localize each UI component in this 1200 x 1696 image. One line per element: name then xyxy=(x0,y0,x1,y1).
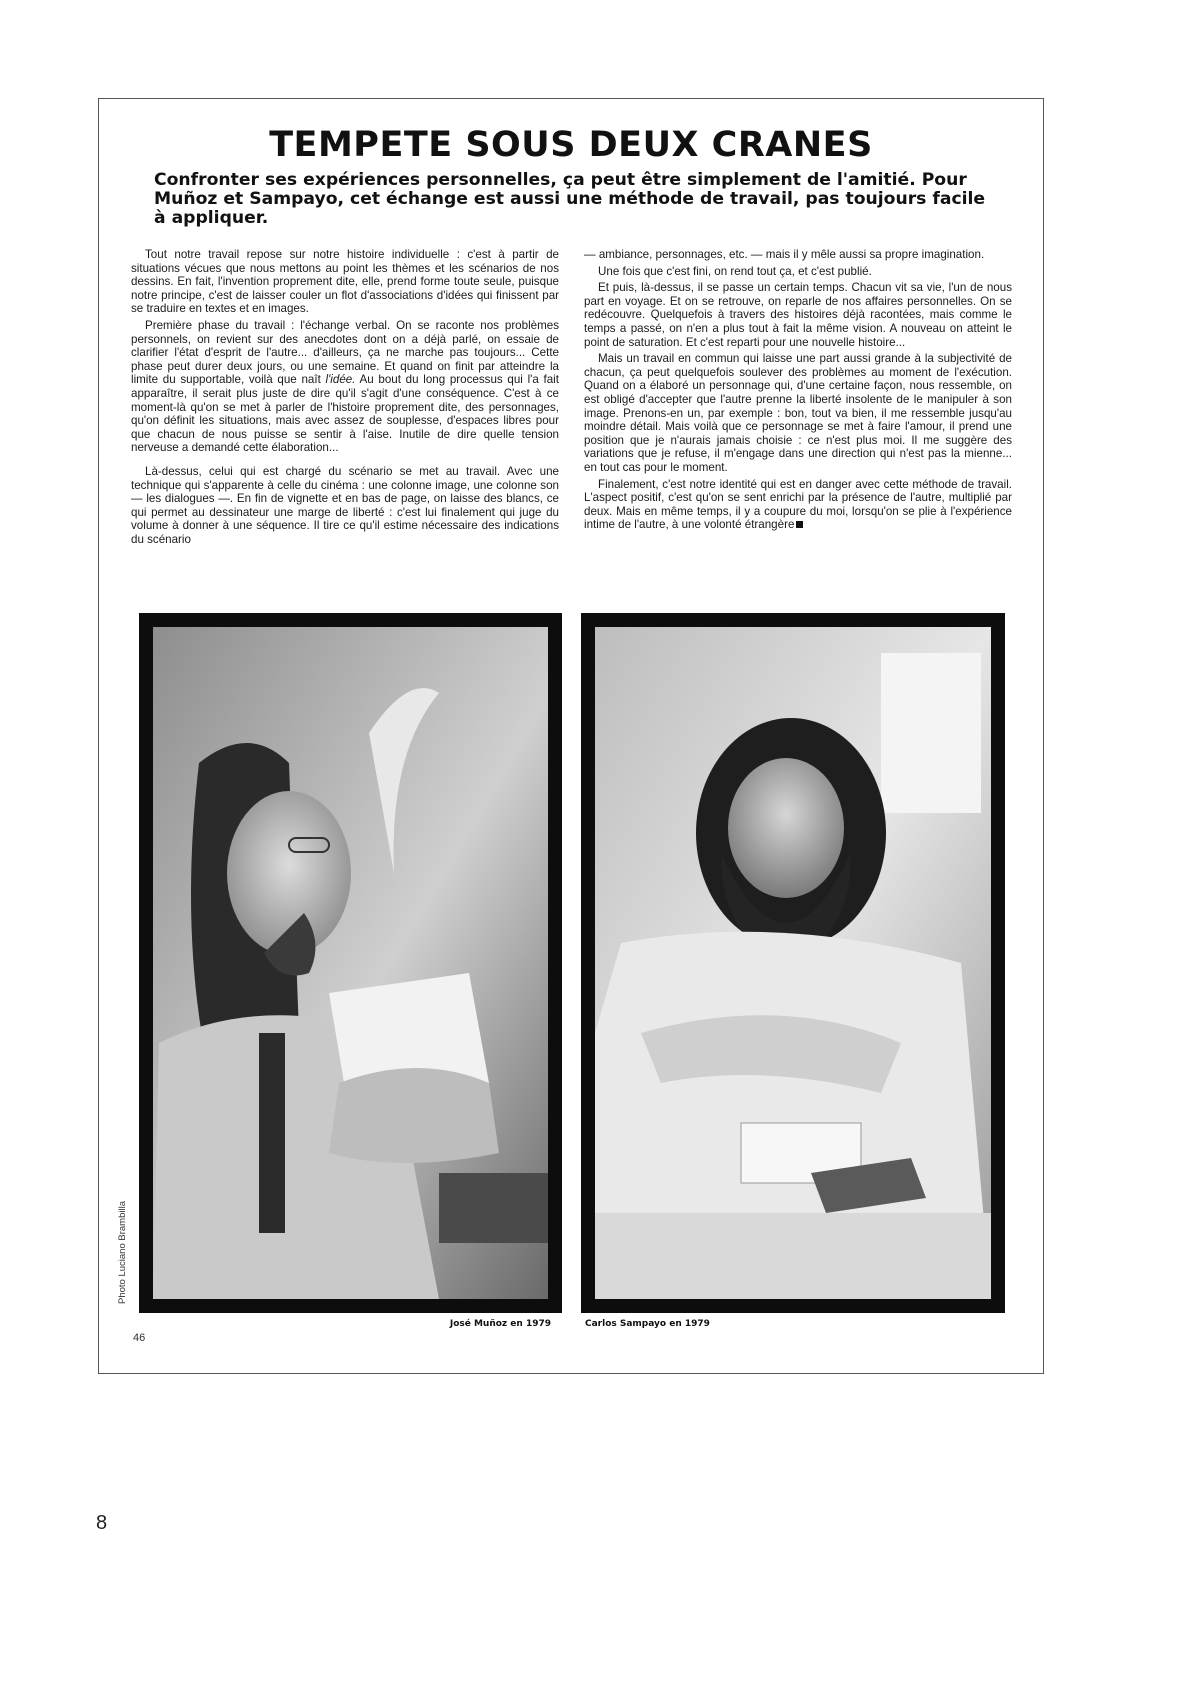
paragraph-text: Finalement, c'est notre identité qui est en danger avec cette méthode de travail. L'aspect positif, c'est qu'on se sent enrichi par la présence de l'autre, multiplié par deux. Mais en même temps, il y a coupure du moi, lorsqu'on se plie à l'expérience intime de l'autre, à une volonté étrangère xyxy=(584,477,1012,532)
paragraph-text: Première phase du travail : l'échange verbal. On se raconte nos problèmes personnels, on revient sur des anecdotes dont on a déjà parlé, on essaie de clarifier l'état d'esprit de l'autre... d'ailleurs, ça ne marche pas toujours... Cette phase peut durer deux jours, ou une semaine. Et quand on finit par atteindre la limite du supportable, voilà que naît xyxy=(131,318,559,387)
page-number: 8 xyxy=(96,1512,108,1534)
photo-caption-left: José Muñoz en 1979 xyxy=(449,1319,551,1329)
inner-page-number: 46 xyxy=(133,1332,146,1344)
paragraph: Une fois que c'est fini, on rend tout ça, et c'est publié. xyxy=(598,264,872,278)
emphasis-text: l'idée. xyxy=(325,373,356,387)
text-column-left xyxy=(131,248,559,549)
paragraph: Et puis, là-dessus, il se passe un certain temps. Chacun vit sa vie, l'un de nous part en voyage. Et on se retrouve, on reparle de nos affaires personnelles. On se redécouvre. Quelquefois à travers des histoires déjà racontées, mais comme le temps a passé, on n'en a plus tout à fait la même vision. A nouveau on atteint le point de saturation. Et c'est reparti pour une nouvelle histoire... xyxy=(584,281,1012,349)
photo-jose-munoz xyxy=(139,613,562,1313)
article-subtitle: Confronter ses expériences personnelles, ça peut être simplement de l'amitié. Pour Muñoz et Sampayo, cet échange est aussi une méthode de travail, pas toujours facile à appliquer. xyxy=(154,170,986,228)
article-title: TEMPETE SOUS DEUX CRANES xyxy=(269,125,873,165)
photo-carlos-sampayo xyxy=(581,613,1005,1313)
photo-credit: Photo Luciano Brambilla xyxy=(117,1201,128,1304)
paragraph: Mais un travail en commun qui laisse une part aussi grande à la subjectivité de chacun, ça peut quelquefois soulever des problèmes au moment de l'exécution. Quand on a élaboré un personnage qui, d'une certaine façon, nous ressemble, on est obligé d'accepter que l'autre prenne la liberté insolente de le manipuler à son image. Prenons-en un, par exemple : bon, tout va bien, il me ressemble jusqu'au moindre détail. Mais voilà que ce personnage se met à faire l'amour, il prend une position que je n'aurais jamais choisie : ce n'est plus moi. Il me suggère des variations que je refuse, il m'engage dans une direction qui n'est pas la mienne... en tout cas pour le moment. xyxy=(584,352,1012,474)
photo-caption-right: Carlos Sampayo en 1979 xyxy=(585,1319,710,1329)
text-column-right xyxy=(584,248,1012,535)
end-mark-icon xyxy=(796,521,803,528)
paragraph-text: Au bout du long processus qui l'a fait apparaître, il serait plus juste de dire qu'il s'agit d'une conséquence. C'est à ce moment-là qu'on se met à parler de l'histoire proprement dite, des personnages, qu'on définit les situations, mais avec assez de souplesse, d'espaces libres pour que chacun de nous puisse se sentir à l'aise. Inutile de dire quelle tension nerveuse a demandé cette élaboration... xyxy=(131,373,559,455)
paragraph xyxy=(131,319,559,455)
paragraph: Là-dessus, celui qui est chargé du scénario se met au travail. Avec une technique qui s'apparente à celle du cinéma : une colonne image, une colonne son — les dialogues —. En fin de vignette et en bas de page, on laisse des blancs, ce qui permet au dessinateur une marge de liberté : c'est lui finalement qui juge du volume à donner à une séquence. Il tire ce qu'il estime nécessaire des indications du scénario xyxy=(131,464,559,546)
magazine-page-frame xyxy=(98,98,1044,1374)
paragraph: — ambiance, personnages, etc. — mais il y mêle aussi sa propre imagination. xyxy=(584,248,985,261)
paragraph: Tout notre travail repose sur notre histoire individuelle : c'est à partir de situations vécues que nous mettons au point les thèmes et les scénarios de nos dessins. En fait, l'invention proprement dite, elle, prend forme toute seule, puisque notre principe, c'est de laisser couler un flot d'associations d'idées qui finissent par se traduire en textes et en images. xyxy=(131,248,559,316)
paragraph xyxy=(584,478,1012,532)
